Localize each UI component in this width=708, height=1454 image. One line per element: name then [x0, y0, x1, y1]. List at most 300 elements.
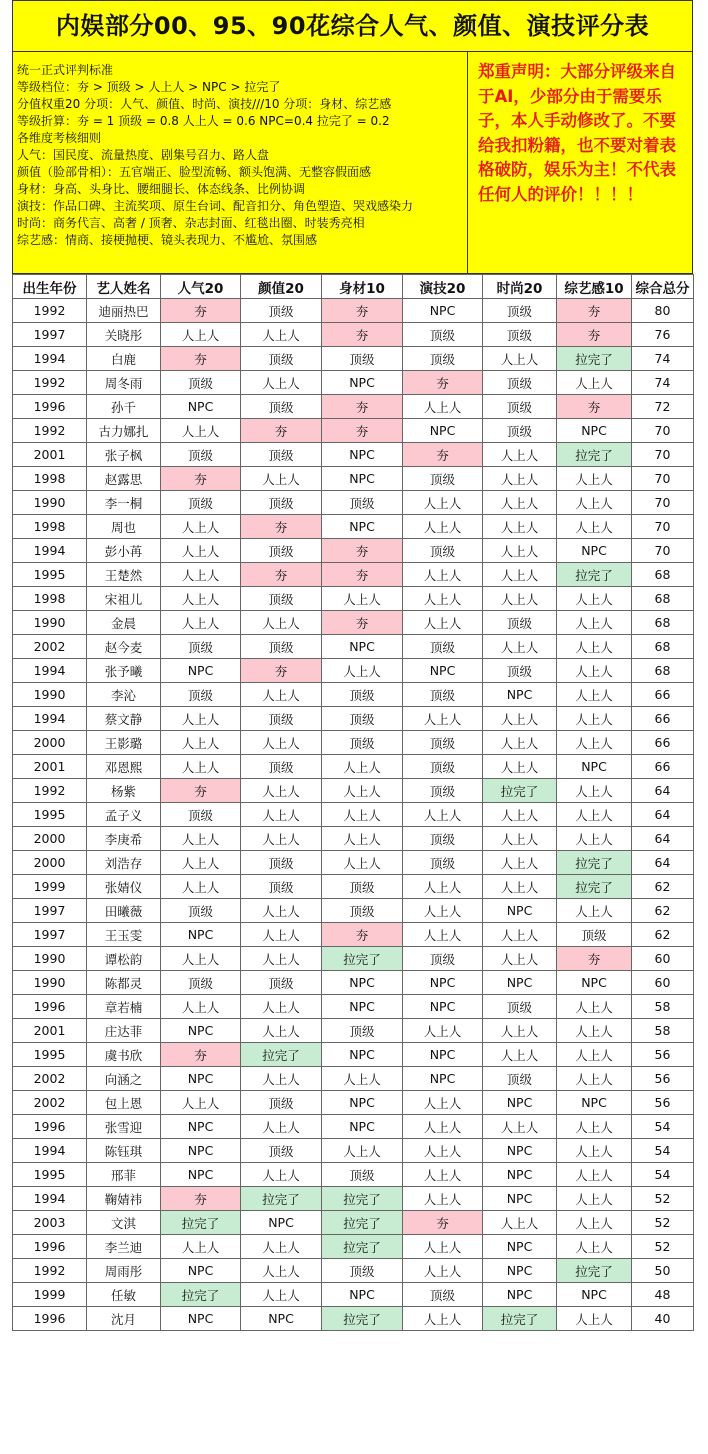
table-row	[13, 803, 694, 827]
name-cell: 白鹿	[87, 347, 161, 371]
variety-cell: 人上人	[557, 1115, 632, 1139]
total-cell: 54	[632, 1115, 694, 1139]
table-row	[13, 875, 694, 899]
rule-line: 演技：作品口碑、主流奖项、原生台词、配音扣分、角色塑造、哭戏感染力	[17, 199, 414, 213]
figure-cell: NPC	[322, 1115, 403, 1139]
figure-cell: 顶级	[322, 1259, 403, 1283]
acting-cell: NPC	[403, 1067, 483, 1091]
fashion-cell: 人上人	[483, 467, 557, 491]
total-cell: 68	[632, 563, 694, 587]
header-popularity: 人气20	[161, 275, 241, 299]
total-cell: 76	[632, 323, 694, 347]
fashion-cell: 顶级	[483, 659, 557, 683]
figure-cell: 拉完了	[322, 1211, 403, 1235]
figure-cell: NPC	[322, 1091, 403, 1115]
looks-cell: 人上人	[241, 947, 322, 971]
name-cell: 张子枫	[87, 443, 161, 467]
variety-cell: 人上人	[557, 635, 632, 659]
variety-cell: 人上人	[557, 707, 632, 731]
birth-year-cell: 1990	[13, 491, 87, 515]
name-cell: 周也	[87, 515, 161, 539]
looks-cell: 夯	[241, 515, 322, 539]
total-cell: 56	[632, 1067, 694, 1091]
total-cell: 68	[632, 587, 694, 611]
popularity-cell: 人上人	[161, 707, 241, 731]
name-cell: 迪丽热巴	[87, 299, 161, 323]
fashion-cell: 人上人	[483, 515, 557, 539]
table-row	[13, 563, 694, 587]
acting-cell: 人上人	[403, 611, 483, 635]
variety-cell: 人上人	[557, 827, 632, 851]
birth-year-cell: 2000	[13, 731, 87, 755]
acting-cell: 人上人	[403, 587, 483, 611]
birth-year-cell: 1998	[13, 587, 87, 611]
looks-cell: 夯	[241, 659, 322, 683]
name-cell: 赵露思	[87, 467, 161, 491]
popularity-cell: NPC	[161, 1115, 241, 1139]
looks-cell: 顶级	[241, 635, 322, 659]
fashion-cell: 拉完了	[483, 1307, 557, 1331]
table-row	[13, 683, 694, 707]
popularity-cell: 顶级	[161, 683, 241, 707]
popularity-cell: 人上人	[161, 563, 241, 587]
birth-year-cell: 1995	[13, 1163, 87, 1187]
figure-cell: 夯	[322, 611, 403, 635]
acting-cell: 顶级	[403, 467, 483, 491]
fashion-cell: 人上人	[483, 563, 557, 587]
fashion-cell: 人上人	[483, 587, 557, 611]
birth-year-cell: 2003	[13, 1211, 87, 1235]
total-cell: 64	[632, 803, 694, 827]
table-row	[13, 971, 694, 995]
popularity-cell: 夯	[161, 779, 241, 803]
figure-cell: 拉完了	[322, 1307, 403, 1331]
total-cell: 80	[632, 299, 694, 323]
looks-cell: 人上人	[241, 827, 322, 851]
fashion-cell: 顶级	[483, 323, 557, 347]
birth-year-cell: 1996	[13, 995, 87, 1019]
birth-year-cell: 2001	[13, 1019, 87, 1043]
birth-year-cell: 1996	[13, 1307, 87, 1331]
figure-cell: 夯	[322, 563, 403, 587]
birth-year-cell: 1999	[13, 875, 87, 899]
looks-cell: 人上人	[241, 1235, 322, 1259]
popularity-cell: NPC	[161, 395, 241, 419]
total-cell: 70	[632, 467, 694, 491]
name-cell: 邓恩熙	[87, 755, 161, 779]
table-header-row	[13, 275, 694, 299]
acting-cell: 人上人	[403, 515, 483, 539]
total-cell: 62	[632, 899, 694, 923]
name-cell: 王玉雯	[87, 923, 161, 947]
name-cell: 任敏	[87, 1283, 161, 1307]
birth-year-cell: 1999	[13, 1283, 87, 1307]
rule-line: 时尚：商务代言、高奢 / 顶奢、杂志封面、红毯出圈、时装秀亮相	[17, 216, 365, 230]
figure-cell: 顶级	[322, 731, 403, 755]
looks-cell: 人上人	[241, 371, 322, 395]
variety-cell: 拉完了	[557, 851, 632, 875]
figure-cell: 夯	[322, 323, 403, 347]
name-cell: 王影璐	[87, 731, 161, 755]
variety-cell: 人上人	[557, 491, 632, 515]
table-row	[13, 659, 694, 683]
birth-year-cell: 1994	[13, 707, 87, 731]
looks-cell: 人上人	[241, 1115, 322, 1139]
looks-cell: 人上人	[241, 323, 322, 347]
looks-cell: NPC	[241, 1307, 322, 1331]
fashion-cell: 顶级	[483, 395, 557, 419]
total-cell: 70	[632, 539, 694, 563]
variety-cell: 人上人	[557, 899, 632, 923]
name-cell: 李兰迪	[87, 1235, 161, 1259]
fashion-cell: NPC	[483, 1259, 557, 1283]
birth-year-cell: 1996	[13, 395, 87, 419]
table-row	[13, 299, 694, 323]
acting-cell: 顶级	[403, 947, 483, 971]
total-cell: 70	[632, 491, 694, 515]
fashion-cell: 人上人	[483, 539, 557, 563]
table-row	[13, 371, 694, 395]
figure-cell: 人上人	[322, 827, 403, 851]
table-row	[13, 1067, 694, 1091]
figure-cell: NPC	[322, 635, 403, 659]
figure-cell: 顶级	[322, 875, 403, 899]
fashion-cell: NPC	[483, 1091, 557, 1115]
fashion-cell: 人上人	[483, 803, 557, 827]
birth-year-cell: 2001	[13, 755, 87, 779]
name-cell: 陈钰琪	[87, 1139, 161, 1163]
birth-year-cell: 1995	[13, 803, 87, 827]
total-cell: 74	[632, 347, 694, 371]
figure-cell: NPC	[322, 1043, 403, 1067]
figure-cell: 人上人	[322, 1139, 403, 1163]
table-body	[13, 299, 694, 1331]
variety-cell: 拉完了	[557, 563, 632, 587]
acting-cell: 顶级	[403, 323, 483, 347]
variety-cell: NPC	[557, 971, 632, 995]
birth-year-cell: 1994	[13, 539, 87, 563]
total-cell: 54	[632, 1163, 694, 1187]
total-cell: 66	[632, 707, 694, 731]
variety-cell: 人上人	[557, 1163, 632, 1187]
table-row	[13, 1259, 694, 1283]
name-cell: 李庚希	[87, 827, 161, 851]
name-cell: 张雪迎	[87, 1115, 161, 1139]
figure-cell: 顶级	[322, 899, 403, 923]
looks-cell: 顶级	[241, 443, 322, 467]
name-cell: 金晨	[87, 611, 161, 635]
table-row	[13, 731, 694, 755]
popularity-cell: 顶级	[161, 971, 241, 995]
variety-cell: 人上人	[557, 1235, 632, 1259]
popularity-cell: 顶级	[161, 803, 241, 827]
rating-rules	[13, 52, 468, 273]
popularity-cell: 人上人	[161, 323, 241, 347]
birth-year-cell: 1994	[13, 659, 87, 683]
variety-cell: 人上人	[557, 1139, 632, 1163]
variety-cell: 人上人	[557, 1043, 632, 1067]
fashion-cell: 人上人	[483, 347, 557, 371]
figure-cell: 人上人	[322, 659, 403, 683]
name-cell: 蔡文静	[87, 707, 161, 731]
table-row	[13, 323, 694, 347]
name-cell: 张予曦	[87, 659, 161, 683]
rule-line: 等级档位：夯 > 顶级 > 人上人 > NPC > 拉完了	[17, 80, 281, 94]
acting-cell: 人上人	[403, 923, 483, 947]
rule-line: 身材：身高、头身比、腰细腿长、体态线条、比例协调	[17, 182, 306, 196]
name-cell: 向涵之	[87, 1067, 161, 1091]
looks-cell: 人上人	[241, 1019, 322, 1043]
birth-year-cell: 1994	[13, 1139, 87, 1163]
variety-cell: NPC	[557, 1283, 632, 1307]
table-row	[13, 587, 694, 611]
variety-cell: 人上人	[557, 803, 632, 827]
acting-cell: 顶级	[403, 731, 483, 755]
total-cell: 66	[632, 731, 694, 755]
acting-cell: 夯	[403, 1211, 483, 1235]
variety-cell: NPC	[557, 539, 632, 563]
looks-cell: 人上人	[241, 803, 322, 827]
birth-year-cell: 2002	[13, 1067, 87, 1091]
figure-cell: 人上人	[322, 779, 403, 803]
table-row	[13, 1187, 694, 1211]
birth-year-cell: 1992	[13, 1259, 87, 1283]
popularity-cell: 顶级	[161, 371, 241, 395]
acting-cell: 顶级	[403, 635, 483, 659]
name-cell: 孟子义	[87, 803, 161, 827]
variety-cell: 人上人	[557, 467, 632, 491]
acting-cell: NPC	[403, 419, 483, 443]
acting-cell: NPC	[403, 659, 483, 683]
figure-cell: NPC	[322, 515, 403, 539]
table-row	[13, 851, 694, 875]
acting-cell: 人上人	[403, 563, 483, 587]
name-cell: 章若楠	[87, 995, 161, 1019]
popularity-cell: 顶级	[161, 635, 241, 659]
popularity-cell: 人上人	[161, 851, 241, 875]
table-row	[13, 947, 694, 971]
table-row	[13, 1235, 694, 1259]
looks-cell: 顶级	[241, 971, 322, 995]
figure-cell: 顶级	[322, 491, 403, 515]
popularity-cell: NPC	[161, 1019, 241, 1043]
figure-cell: 顶级	[322, 683, 403, 707]
header-total: 综合总分	[632, 275, 694, 299]
rule-line: 分值权重20 分项：人气、颜值、时尚、演技///10 分项：身材、综艺感	[17, 97, 392, 111]
acting-cell: 人上人	[403, 395, 483, 419]
popularity-cell: 夯	[161, 299, 241, 323]
looks-cell: 人上人	[241, 731, 322, 755]
fashion-cell: 人上人	[483, 827, 557, 851]
fashion-cell: 人上人	[483, 707, 557, 731]
fashion-cell: NPC	[483, 1235, 557, 1259]
popularity-cell: 人上人	[161, 1091, 241, 1115]
table-row	[13, 539, 694, 563]
table-row	[13, 707, 694, 731]
name-cell: 彭小苒	[87, 539, 161, 563]
table-row	[13, 1211, 694, 1235]
popularity-cell: 人上人	[161, 611, 241, 635]
figure-cell: 顶级	[322, 347, 403, 371]
total-cell: 66	[632, 683, 694, 707]
variety-cell: 拉完了	[557, 443, 632, 467]
header-birth-year: 出生年份	[13, 275, 87, 299]
acting-cell: 人上人	[403, 1163, 483, 1187]
total-cell: 58	[632, 1019, 694, 1043]
birth-year-cell: 1995	[13, 1043, 87, 1067]
table-row	[13, 1043, 694, 1067]
name-cell: 邢菲	[87, 1163, 161, 1187]
fashion-cell: 人上人	[483, 635, 557, 659]
variety-cell: 夯	[557, 947, 632, 971]
header-acting: 演技20	[403, 275, 483, 299]
name-cell: 周雨彤	[87, 1259, 161, 1283]
total-cell: 62	[632, 875, 694, 899]
popularity-cell: NPC	[161, 1259, 241, 1283]
table-row	[13, 779, 694, 803]
name-cell: 谭松韵	[87, 947, 161, 971]
name-cell: 古力娜扎	[87, 419, 161, 443]
variety-cell: 人上人	[557, 1187, 632, 1211]
table-row	[13, 611, 694, 635]
acting-cell: 人上人	[403, 707, 483, 731]
table-row	[13, 395, 694, 419]
table-row	[13, 491, 694, 515]
looks-cell: 人上人	[241, 683, 322, 707]
name-cell: 庄达菲	[87, 1019, 161, 1043]
looks-cell: 人上人	[241, 611, 322, 635]
birth-year-cell: 1990	[13, 971, 87, 995]
fashion-cell: NPC	[483, 1163, 557, 1187]
birth-year-cell: 1992	[13, 299, 87, 323]
acting-cell: 顶级	[403, 347, 483, 371]
looks-cell: 人上人	[241, 1163, 322, 1187]
total-cell: 70	[632, 443, 694, 467]
acting-cell: 顶级	[403, 755, 483, 779]
table-row	[13, 1019, 694, 1043]
total-cell: 64	[632, 779, 694, 803]
popularity-cell: NPC	[161, 923, 241, 947]
fashion-cell: 人上人	[483, 1019, 557, 1043]
figure-cell: 人上人	[322, 803, 403, 827]
looks-cell: 顶级	[241, 1139, 322, 1163]
popularity-cell: 人上人	[161, 995, 241, 1019]
name-cell: 孙千	[87, 395, 161, 419]
birth-year-cell: 2002	[13, 1091, 87, 1115]
acting-cell: 人上人	[403, 1259, 483, 1283]
popularity-cell: 顶级	[161, 443, 241, 467]
name-cell: 沈月	[87, 1307, 161, 1331]
looks-cell: 顶级	[241, 395, 322, 419]
variety-cell: NPC	[557, 419, 632, 443]
name-cell: 周冬雨	[87, 371, 161, 395]
figure-cell: 人上人	[322, 755, 403, 779]
total-cell: 50	[632, 1259, 694, 1283]
rule-line: 综艺感：情商、接梗抛梗、镜头表现力、不尴尬、氛围感	[17, 233, 318, 247]
acting-cell: 人上人	[403, 1187, 483, 1211]
figure-cell: 顶级	[322, 1019, 403, 1043]
total-cell: 64	[632, 827, 694, 851]
popularity-cell: 人上人	[161, 515, 241, 539]
acting-cell: NPC	[403, 1043, 483, 1067]
total-cell: 68	[632, 659, 694, 683]
birth-year-cell: 1998	[13, 467, 87, 491]
acting-cell: NPC	[403, 971, 483, 995]
header-variety: 综艺感10	[557, 275, 632, 299]
fashion-cell: 顶级	[483, 299, 557, 323]
birth-year-cell: 1997	[13, 323, 87, 347]
figure-cell: NPC	[322, 371, 403, 395]
acting-cell: 人上人	[403, 899, 483, 923]
total-cell: 60	[632, 947, 694, 971]
name-cell: 鞠婧祎	[87, 1187, 161, 1211]
popularity-cell: NPC	[161, 1139, 241, 1163]
total-cell: 70	[632, 515, 694, 539]
variety-cell: NPC	[557, 1091, 632, 1115]
table-row	[13, 995, 694, 1019]
acting-cell: 人上人	[403, 491, 483, 515]
acting-cell: 顶级	[403, 851, 483, 875]
figure-cell: 拉完了	[322, 1187, 403, 1211]
fashion-cell: 人上人	[483, 851, 557, 875]
acting-cell: 人上人	[403, 1307, 483, 1331]
sheet-title: 内娱部分00、95、90花综合人气、颜值、演技评分表	[12, 0, 693, 52]
total-cell: 54	[632, 1139, 694, 1163]
fashion-cell: 人上人	[483, 947, 557, 971]
acting-cell: 顶级	[403, 779, 483, 803]
header-figure: 身材10	[322, 275, 403, 299]
fashion-cell: 人上人	[483, 1043, 557, 1067]
variety-cell: 人上人	[557, 995, 632, 1019]
acting-cell: 人上人	[403, 1115, 483, 1139]
total-cell: 72	[632, 395, 694, 419]
acting-cell: 顶级	[403, 1283, 483, 1307]
info-panel	[12, 52, 693, 274]
figure-cell: NPC	[322, 995, 403, 1019]
looks-cell: 人上人	[241, 1259, 322, 1283]
fashion-cell: NPC	[483, 683, 557, 707]
rule-line: 统一正式评判标准	[17, 63, 114, 77]
figure-cell: NPC	[322, 971, 403, 995]
total-cell: 64	[632, 851, 694, 875]
figure-cell: 夯	[322, 299, 403, 323]
variety-cell: 顶级	[557, 923, 632, 947]
figure-cell: 夯	[322, 923, 403, 947]
table-row	[13, 923, 694, 947]
fashion-cell: 人上人	[483, 491, 557, 515]
name-cell: 杨紫	[87, 779, 161, 803]
figure-cell: 夯	[322, 539, 403, 563]
looks-cell: 人上人	[241, 779, 322, 803]
popularity-cell: 人上人	[161, 947, 241, 971]
birth-year-cell: 1994	[13, 1187, 87, 1211]
total-cell: 58	[632, 995, 694, 1019]
total-cell: 52	[632, 1235, 694, 1259]
variety-cell: 拉完了	[557, 1259, 632, 1283]
popularity-cell: 拉完了	[161, 1283, 241, 1307]
fashion-cell: 人上人	[483, 1115, 557, 1139]
looks-cell: 顶级	[241, 707, 322, 731]
figure-cell: 拉完了	[322, 1235, 403, 1259]
popularity-cell: 顶级	[161, 899, 241, 923]
popularity-cell: NPC	[161, 1307, 241, 1331]
table-row	[13, 467, 694, 491]
popularity-cell: 人上人	[161, 1235, 241, 1259]
fashion-cell: NPC	[483, 1283, 557, 1307]
birth-year-cell: 1996	[13, 1115, 87, 1139]
table-row	[13, 1307, 694, 1331]
popularity-cell: 夯	[161, 467, 241, 491]
